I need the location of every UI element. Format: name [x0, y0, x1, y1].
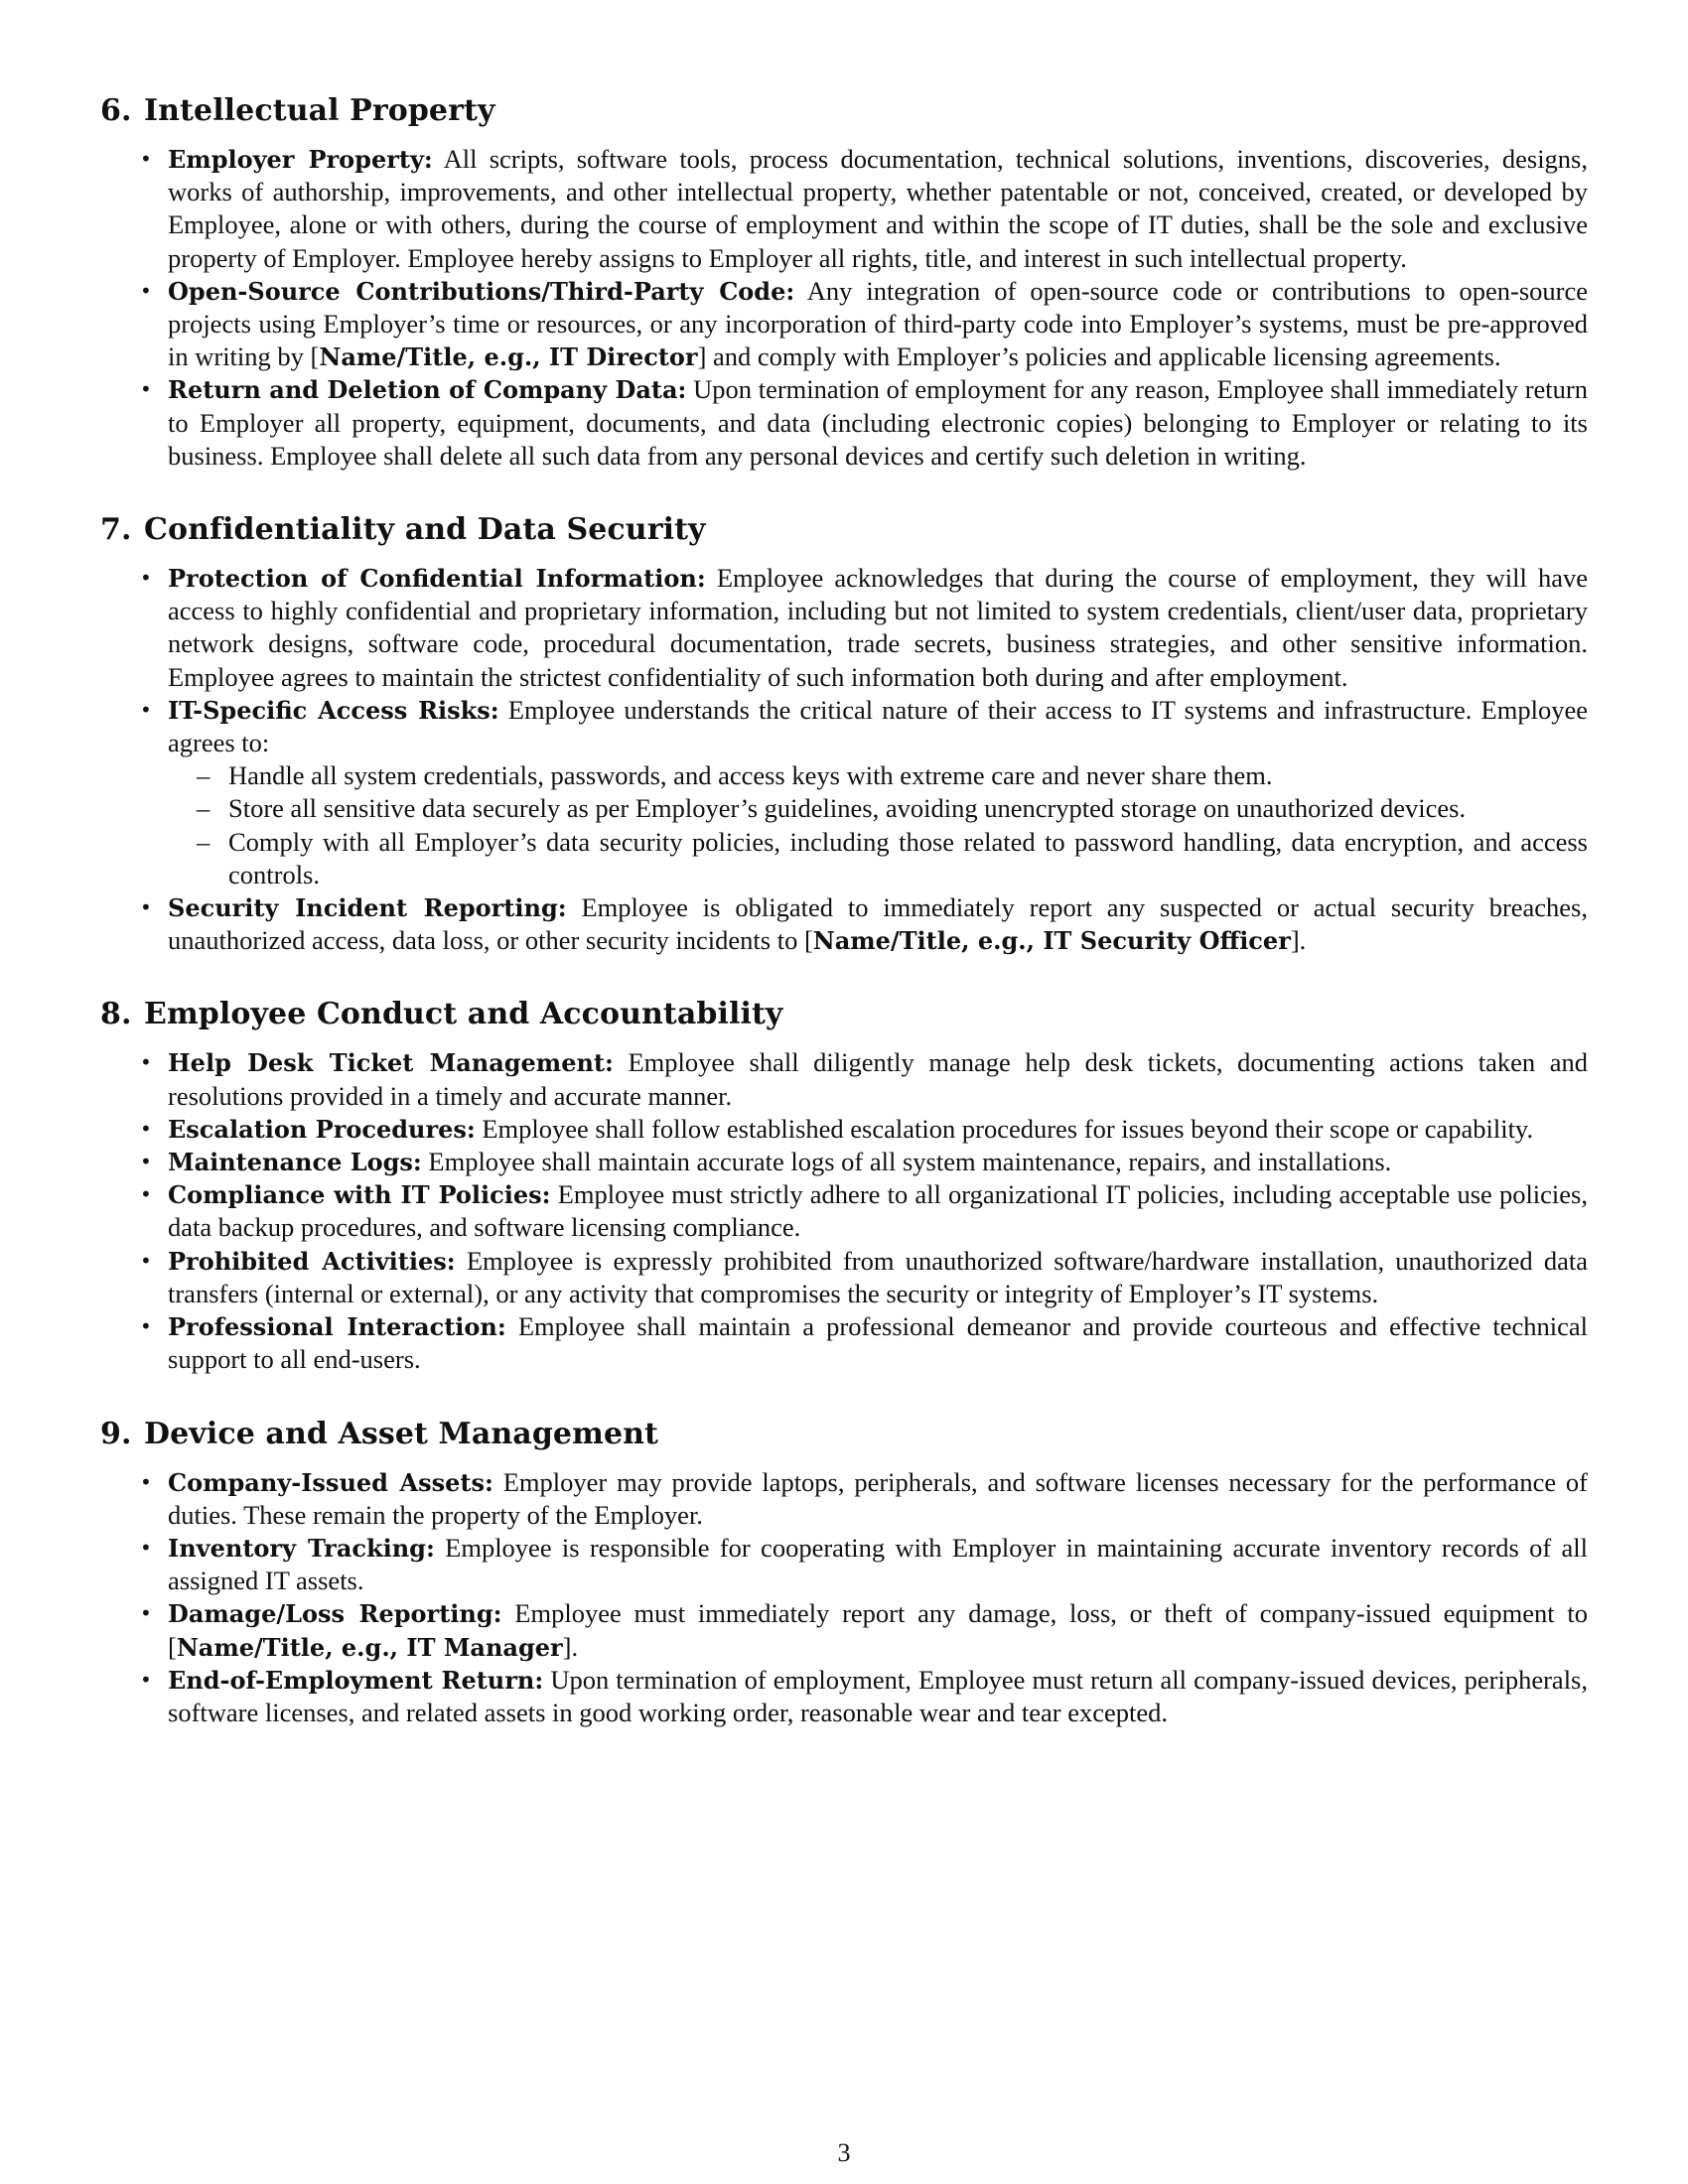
section-number: 8.	[100, 997, 132, 1032]
bullet-icon: •	[140, 1150, 152, 1174]
item-text: Employee shall follow established escalation procedures for issues beyond their scope or capability.	[482, 1113, 1534, 1144]
item-label: Professional Interaction:	[168, 1312, 506, 1342]
sub-list	[168, 759, 1588, 891]
item-label: Escalation Procedures:	[168, 1114, 476, 1144]
document-page	[100, 91, 1588, 1767]
list-item	[100, 1310, 1588, 1376]
section-number: 6.	[100, 93, 132, 128]
sub-list-item	[168, 792, 1588, 825]
bullet-icon: •	[140, 147, 152, 171]
dash-icon: –	[197, 793, 211, 824]
bullet-icon: •	[140, 566, 152, 591]
section-employee-conduct	[100, 995, 1588, 1376]
section-title: Device and Asset Management	[144, 1416, 659, 1451]
item-label: Company-Issued Assets:	[168, 1467, 493, 1497]
item-label: Help Desk Ticket Management:	[168, 1048, 614, 1078]
item-label: Prohibited Activities:	[168, 1246, 456, 1276]
item-label: End-of-Employment Return:	[168, 1665, 544, 1695]
bullet-icon: •	[140, 1050, 152, 1075]
placeholder-text: Name/Title, e.g., IT Security Officer	[812, 926, 1291, 956]
bullet-icon: •	[140, 1469, 152, 1494]
bullet-list	[100, 143, 1588, 473]
item-text: Employer may provide laptops, peripherals, and software licenses necessary for the performance of duties. These remain the property of the Employer.	[168, 1466, 1589, 1530]
item-text: ].	[562, 1631, 579, 1662]
item-label: Maintenance Logs:	[168, 1148, 422, 1177]
list-item	[100, 562, 1588, 694]
list-item	[100, 1113, 1588, 1146]
item-text: All scripts, software tools, process documentation, technical solutions, inventions, discoveries, designs, works of authorship, improvements, and other intellectual property, whether patentable or not, conceived, created, or developed by Employee, alone or with others, during the course of employment and within the scope of IT duties, shall be the sole and exclusive property of Employer. Employee hereby assigns to Employer all rights, title, and interest in such intellectual property.	[168, 144, 1588, 273]
item-text: Employee must immediately report any damage, loss, or theft of company-issued equipment to [	[168, 1598, 1589, 1662]
sub-list-item	[168, 759, 1588, 792]
section-title: Employee Conduct and Accountability	[144, 997, 783, 1032]
bullet-icon: •	[140, 1535, 152, 1560]
section-title: Confidentiality and Data Security	[144, 512, 706, 548]
placeholder-text: Name/Title, e.g., IT Manager	[176, 1632, 563, 1662]
bullet-list	[100, 562, 1588, 957]
item-text: Employee acknowledges that during the course of employment, they will have access to highly confidential and proprietary information, including but not limited to system credentials, client/user data, proprietary network designs, software code, procedural documentation, trade secrets, business strategies, and other sensitive information. Employee agrees to maintain the strictest confidentiality of such information both during and after employment.	[168, 563, 1588, 692]
section-intellectual-property	[100, 91, 1588, 473]
section-title: Intellectual Property	[144, 93, 495, 128]
list-item	[100, 1245, 1588, 1310]
item-label: Return and Deletion of Company Data:	[168, 375, 687, 405]
item-label: IT-Specific Access Risks:	[168, 695, 499, 725]
bullet-icon: •	[140, 1314, 152, 1339]
dash-icon: –	[197, 760, 211, 791]
item-label: Compliance with IT Policies:	[168, 1180, 551, 1210]
item-label: Security Incident Reporting:	[168, 893, 567, 923]
item-text: Any integration of open-source code or contributions to open-source projects using Employer’s time or resources, or any incorporation of third-party code into Employer’s systems, must be pre-approved in writing by [	[168, 275, 1588, 372]
item-text: Employee understands the critical nature of their access to IT systems and infrastructure. Employee agrees to:	[168, 694, 1588, 758]
sub-item-text: Store all sensitive data securely as per Employer’s guidelines, avoiding unencrypted storage on unauthorized devices.	[228, 793, 1467, 824]
section-confidentiality	[100, 510, 1588, 957]
item-text: Employee is expressly prohibited from unauthorized software/hardware installation, unauthorized data transfers (internal or external), or any activity that compromises the security or integrity of Employer’s IT systems.	[168, 1245, 1589, 1308]
item-label: Open-Source Contributions/Third-Party Code:	[168, 276, 795, 306]
item-text: Employee shall maintain accurate logs of all system maintenance, repairs, and installations.	[428, 1147, 1392, 1177]
section-heading	[100, 995, 1588, 1034]
page-number: 3	[837, 2138, 851, 2167]
list-item	[100, 694, 1588, 891]
bullet-icon: •	[140, 1182, 152, 1207]
sub-list-item	[168, 826, 1588, 891]
item-label: Damage/Loss Reporting:	[168, 1599, 502, 1629]
bullet-icon: •	[140, 697, 152, 722]
section-number: 7.	[100, 512, 132, 548]
item-text: Employee is responsible for cooperating with Employer in maintaining accurate inventory records of all assigned IT assets.	[168, 1532, 1589, 1596]
list-item	[100, 143, 1588, 275]
list-item	[100, 1178, 1588, 1244]
bullet-icon: •	[140, 895, 152, 920]
bullet-icon: •	[140, 1116, 152, 1141]
item-text: Employee shall maintain a professional demeanor and provide courteous and effective technical support to all end-users.	[168, 1311, 1589, 1375]
bullet-list	[100, 1466, 1588, 1730]
bullet-icon: •	[140, 1667, 152, 1692]
list-item	[100, 1597, 1588, 1663]
item-text: Upon termination of employment, Employee must return all company-issued devices, peripherals, software licenses, and related assets in good working order, reasonable wear and tear excepted.	[168, 1664, 1588, 1727]
section-number: 9.	[100, 1416, 132, 1451]
item-text: ].	[1290, 925, 1307, 956]
bullet-icon: •	[140, 1248, 152, 1273]
sub-item-text: Comply with all Employer’s data security policies, including those related to password handling, data encryption, and access controls.	[228, 826, 1588, 889]
bullet-icon: •	[140, 1601, 152, 1626]
dash-icon: –	[197, 826, 211, 857]
section-device-asset-management	[100, 1415, 1588, 1730]
list-item	[100, 891, 1588, 957]
bullet-icon: •	[140, 278, 152, 303]
section-heading	[100, 1415, 1588, 1454]
item-text: Upon termination of employment for any reason, Employee shall immediately return to Employer all property, equipment, documents, and data (including electronic copies) belonging to Employer or relating to its business. Employee shall delete all such data from any personal devices and certify such deletion in writing.	[168, 374, 1588, 471]
section-heading	[100, 91, 1588, 131]
item-text: ] and comply with Employer’s policies and applicable licensing agreements.	[697, 341, 1501, 372]
list-item	[100, 1532, 1588, 1597]
sub-item-text: Handle all system credentials, passwords, and access keys with extreme care and never share them.	[228, 760, 1273, 791]
list-item	[100, 1046, 1588, 1112]
list-item	[100, 1146, 1588, 1178]
item-label: Inventory Tracking:	[168, 1533, 435, 1563]
list-item	[100, 275, 1588, 374]
list-item	[100, 1466, 1588, 1532]
item-text: Employee shall diligently manage help desk tickets, documenting actions taken and resolutions provided in a timely and accurate manner.	[168, 1047, 1589, 1111]
list-item	[100, 1664, 1588, 1729]
section-heading	[100, 510, 1588, 550]
bullet-list	[100, 1046, 1588, 1376]
placeholder-text: Name/Title, e.g., IT Director	[319, 342, 698, 372]
item-text: Employee must strictly adhere to all organizational IT policies, including acceptable use policies, data backup procedures, and software licensing compliance.	[168, 1179, 1588, 1243]
item-label: Employer Property:	[168, 145, 433, 174]
item-label: Protection of Confidential Information:	[168, 564, 706, 594]
bullet-icon: •	[140, 377, 152, 402]
item-text: Employee is obligated to immediately report any suspected or actual security breaches, unauthorized access, data loss, or other security incidents to [	[168, 892, 1588, 956]
list-item	[100, 373, 1588, 473]
